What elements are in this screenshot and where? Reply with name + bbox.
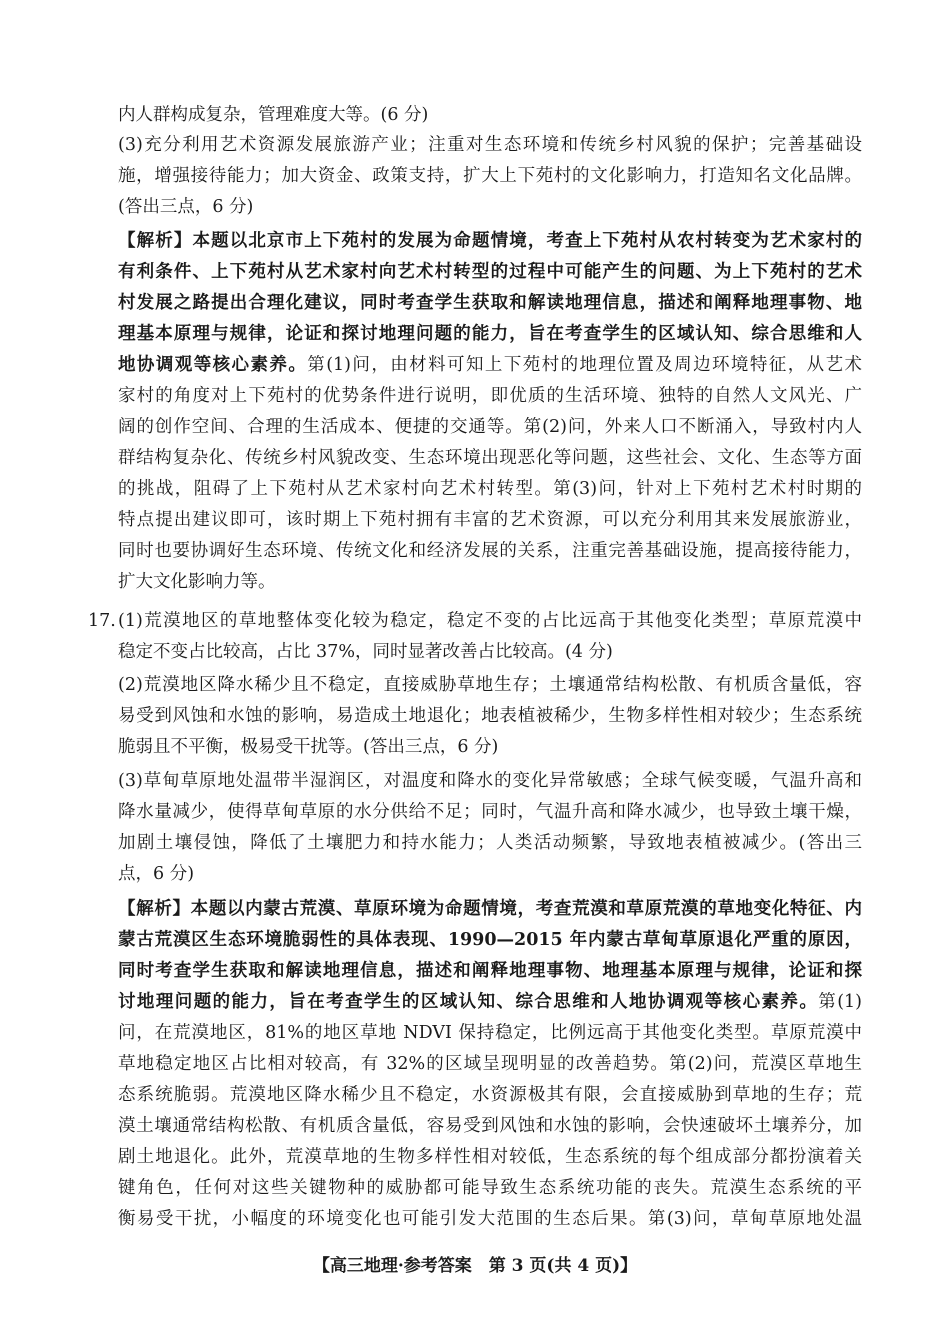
text-line: 易受到风蚀和水蚀的影响，易造成土地退化；地表植被稀少，生物多样性相对较少；生态系统 bbox=[118, 706, 862, 726]
text-line: 漠土壤通常结构松散、有机质含量低，容易受到风蚀和水蚀的影响，会快速破坏土壤养分，加 bbox=[118, 1116, 862, 1136]
text-line: 有利条件、上下苑村从艺术家村向艺术村转型的过程中可能产生的问题、为上下苑村的艺术 bbox=[118, 262, 862, 282]
bold-text: 本题以北京市上下苑村的发展为命题情境，考查上下苑村从农村转变为艺术家村的 bbox=[192, 231, 862, 251]
text-line: 稳定不变占比较高，占比 37%，同时显著改善占比较高。(4 分) bbox=[118, 642, 613, 662]
text-line: 草地稳定地区占比相对较高，有 32%的区域呈现明显的改善趋势。第(2)问，荒漠区草地生 bbox=[118, 1054, 862, 1074]
text-line: 扩大文化影响力等。 bbox=[118, 572, 276, 592]
text-line: 剧土地退化。此外，荒漠草地的生物多样性相对较低，生态系统的每个组成部分都扮演着关 bbox=[118, 1147, 862, 1167]
text-line: 同时也要协调好生态环境、传统文化和经济发展的关系，注重完善基础设施，提高接待能力， bbox=[118, 541, 862, 561]
text-line: (3)草甸草原地处温带半湿润区，对温度和降水的变化异常敏感；全球气候变暖，气温升高和 bbox=[118, 771, 862, 791]
answer-16-2-tail bbox=[118, 103, 862, 127]
answer-17-2 bbox=[118, 673, 862, 759]
text-line: 键角色，任何对这些关键物种的威胁都可能导致生态系统功能的丧失。荒漠生态系统的平 bbox=[118, 1178, 862, 1198]
analysis-tag: 【解析】 bbox=[118, 231, 193, 251]
text-line: 降水量减少，使得草甸草原的水分供给不足；同时，气温升高和降水减少，也导致土壤干燥， bbox=[118, 802, 862, 822]
answer-16-3 bbox=[118, 133, 862, 219]
text-line: 家村的角度对上下苑村的优势条件进行说明，即优质的生活环境、独特的自然人文风光、广 bbox=[118, 386, 862, 406]
text-line: (答出三点，6 分) bbox=[118, 197, 254, 217]
text-line: (2)荒漠地区降水稀少且不稳定，直接威胁草地生存；土壤通常结构松散、有机质含量低，容 bbox=[118, 675, 862, 695]
text-line bbox=[118, 897, 862, 921]
analysis-16 bbox=[118, 229, 862, 594]
analysis-tag: 【解析】 bbox=[118, 899, 191, 919]
page-footer: 【高三地理·参考答案 第 3 页(共 4 页)】 bbox=[312, 1256, 638, 1276]
text-line bbox=[118, 990, 862, 1014]
text-line: 蒙古荒漠区生态环境脆弱性的具体表现、1990—2015 年内蒙古草甸草原退化严重的原因， bbox=[118, 930, 862, 950]
text-line: 内人群构成复杂，管理难度大等。(6 分) bbox=[118, 105, 429, 125]
bold-text: 讨地理问题的能力，旨在考查学生的区域认知、综合思维和人地协调观等核心素养。 bbox=[118, 992, 819, 1012]
text-line: (1)荒漠地区的草地整体变化较为稳定，稳定不变的占比远高于其他变化类型；草原荒漠中 bbox=[118, 611, 862, 631]
text-line: 村发展之路提出合理化建议，同时考查学生获取和解读地理信息，描述和阐释地理事物、地 bbox=[118, 293, 862, 313]
normal-text: 第(1)问，由材料可知上下苑村的地理位置及周边环境特征，从艺术 bbox=[307, 355, 862, 375]
normal-text: 第(1) bbox=[818, 992, 862, 1012]
bold-text: 本题以内蒙古荒漠、草原环境为命题情境，考查荒漠和草原荒漠的草地变化特征、内 bbox=[190, 899, 862, 919]
bold-text: 地协调观等核心素养。 bbox=[118, 355, 308, 375]
text-line: 阔的创作空间、合理的生活成本、便捷的交通等。第(2)问，外来人口不断涌入，导致村内人 bbox=[118, 417, 862, 437]
text-line: 问，在荒漠地区，81%的地区草地 NDVI 保持稳定，比例远高于其他变化类型。草原荒漠中 bbox=[118, 1023, 862, 1043]
text-line: 加剧土壤侵蚀，降低了土壤肥力和持水能力；人类活动频繁，导致地表植被减少。(答出三 bbox=[118, 833, 862, 853]
text-line: 群结构复杂化、传统乡村风貌改变、生态环境出现恶化等问题，这些社会、文化、生态等方面 bbox=[118, 448, 862, 468]
text-line: 态系统脆弱。荒漠地区降水稀少且不稳定，水资源极其有限，会直接威胁到草地的生存；荒 bbox=[118, 1085, 862, 1105]
text-line: 脆弱且不平衡，极易受干扰等。(答出三点，6 分) bbox=[118, 737, 499, 757]
text-line: 理基本原理与规律，论证和探讨地理问题的能力，旨在考查学生的区域认知、综合思维和人 bbox=[118, 324, 862, 344]
text-line: 点，6 分) bbox=[118, 864, 195, 884]
text-line: 的挑战，阻碍了上下苑村从艺术家村向艺术村转型。第(3)问，针对上下苑村艺术村时期的 bbox=[118, 479, 862, 499]
answer-17-3 bbox=[118, 769, 862, 886]
text-line bbox=[118, 353, 862, 377]
text-line: 特点提出建议即可，该时期上下苑村拥有丰富的艺术资源，可以充分利用其来发展旅游业， bbox=[118, 510, 862, 530]
analysis-17 bbox=[118, 897, 862, 1231]
text-line: (3)充分利用艺术资源发展旅游产业；注重对生态环境和传统乡村风貌的保护；完善基础设 bbox=[118, 135, 862, 155]
text-line: 施，增强接待能力；加大资金、政策支持，扩大上下苑村的文化影响力，打造知名文化品牌。 bbox=[118, 166, 862, 186]
text-line: 衡易受干扰，小幅度的环境变化也可能引发大范围的生态后果。第(3)问，草甸草原地处温 bbox=[118, 1209, 862, 1229]
text-line: 同时考查学生获取和解读地理信息，描述和阐释地理事物、地理基本原理与规律，论证和探 bbox=[118, 961, 862, 981]
question-number: 17. bbox=[88, 611, 116, 631]
answer-17-1 bbox=[118, 609, 862, 664]
text-line bbox=[118, 229, 862, 253]
